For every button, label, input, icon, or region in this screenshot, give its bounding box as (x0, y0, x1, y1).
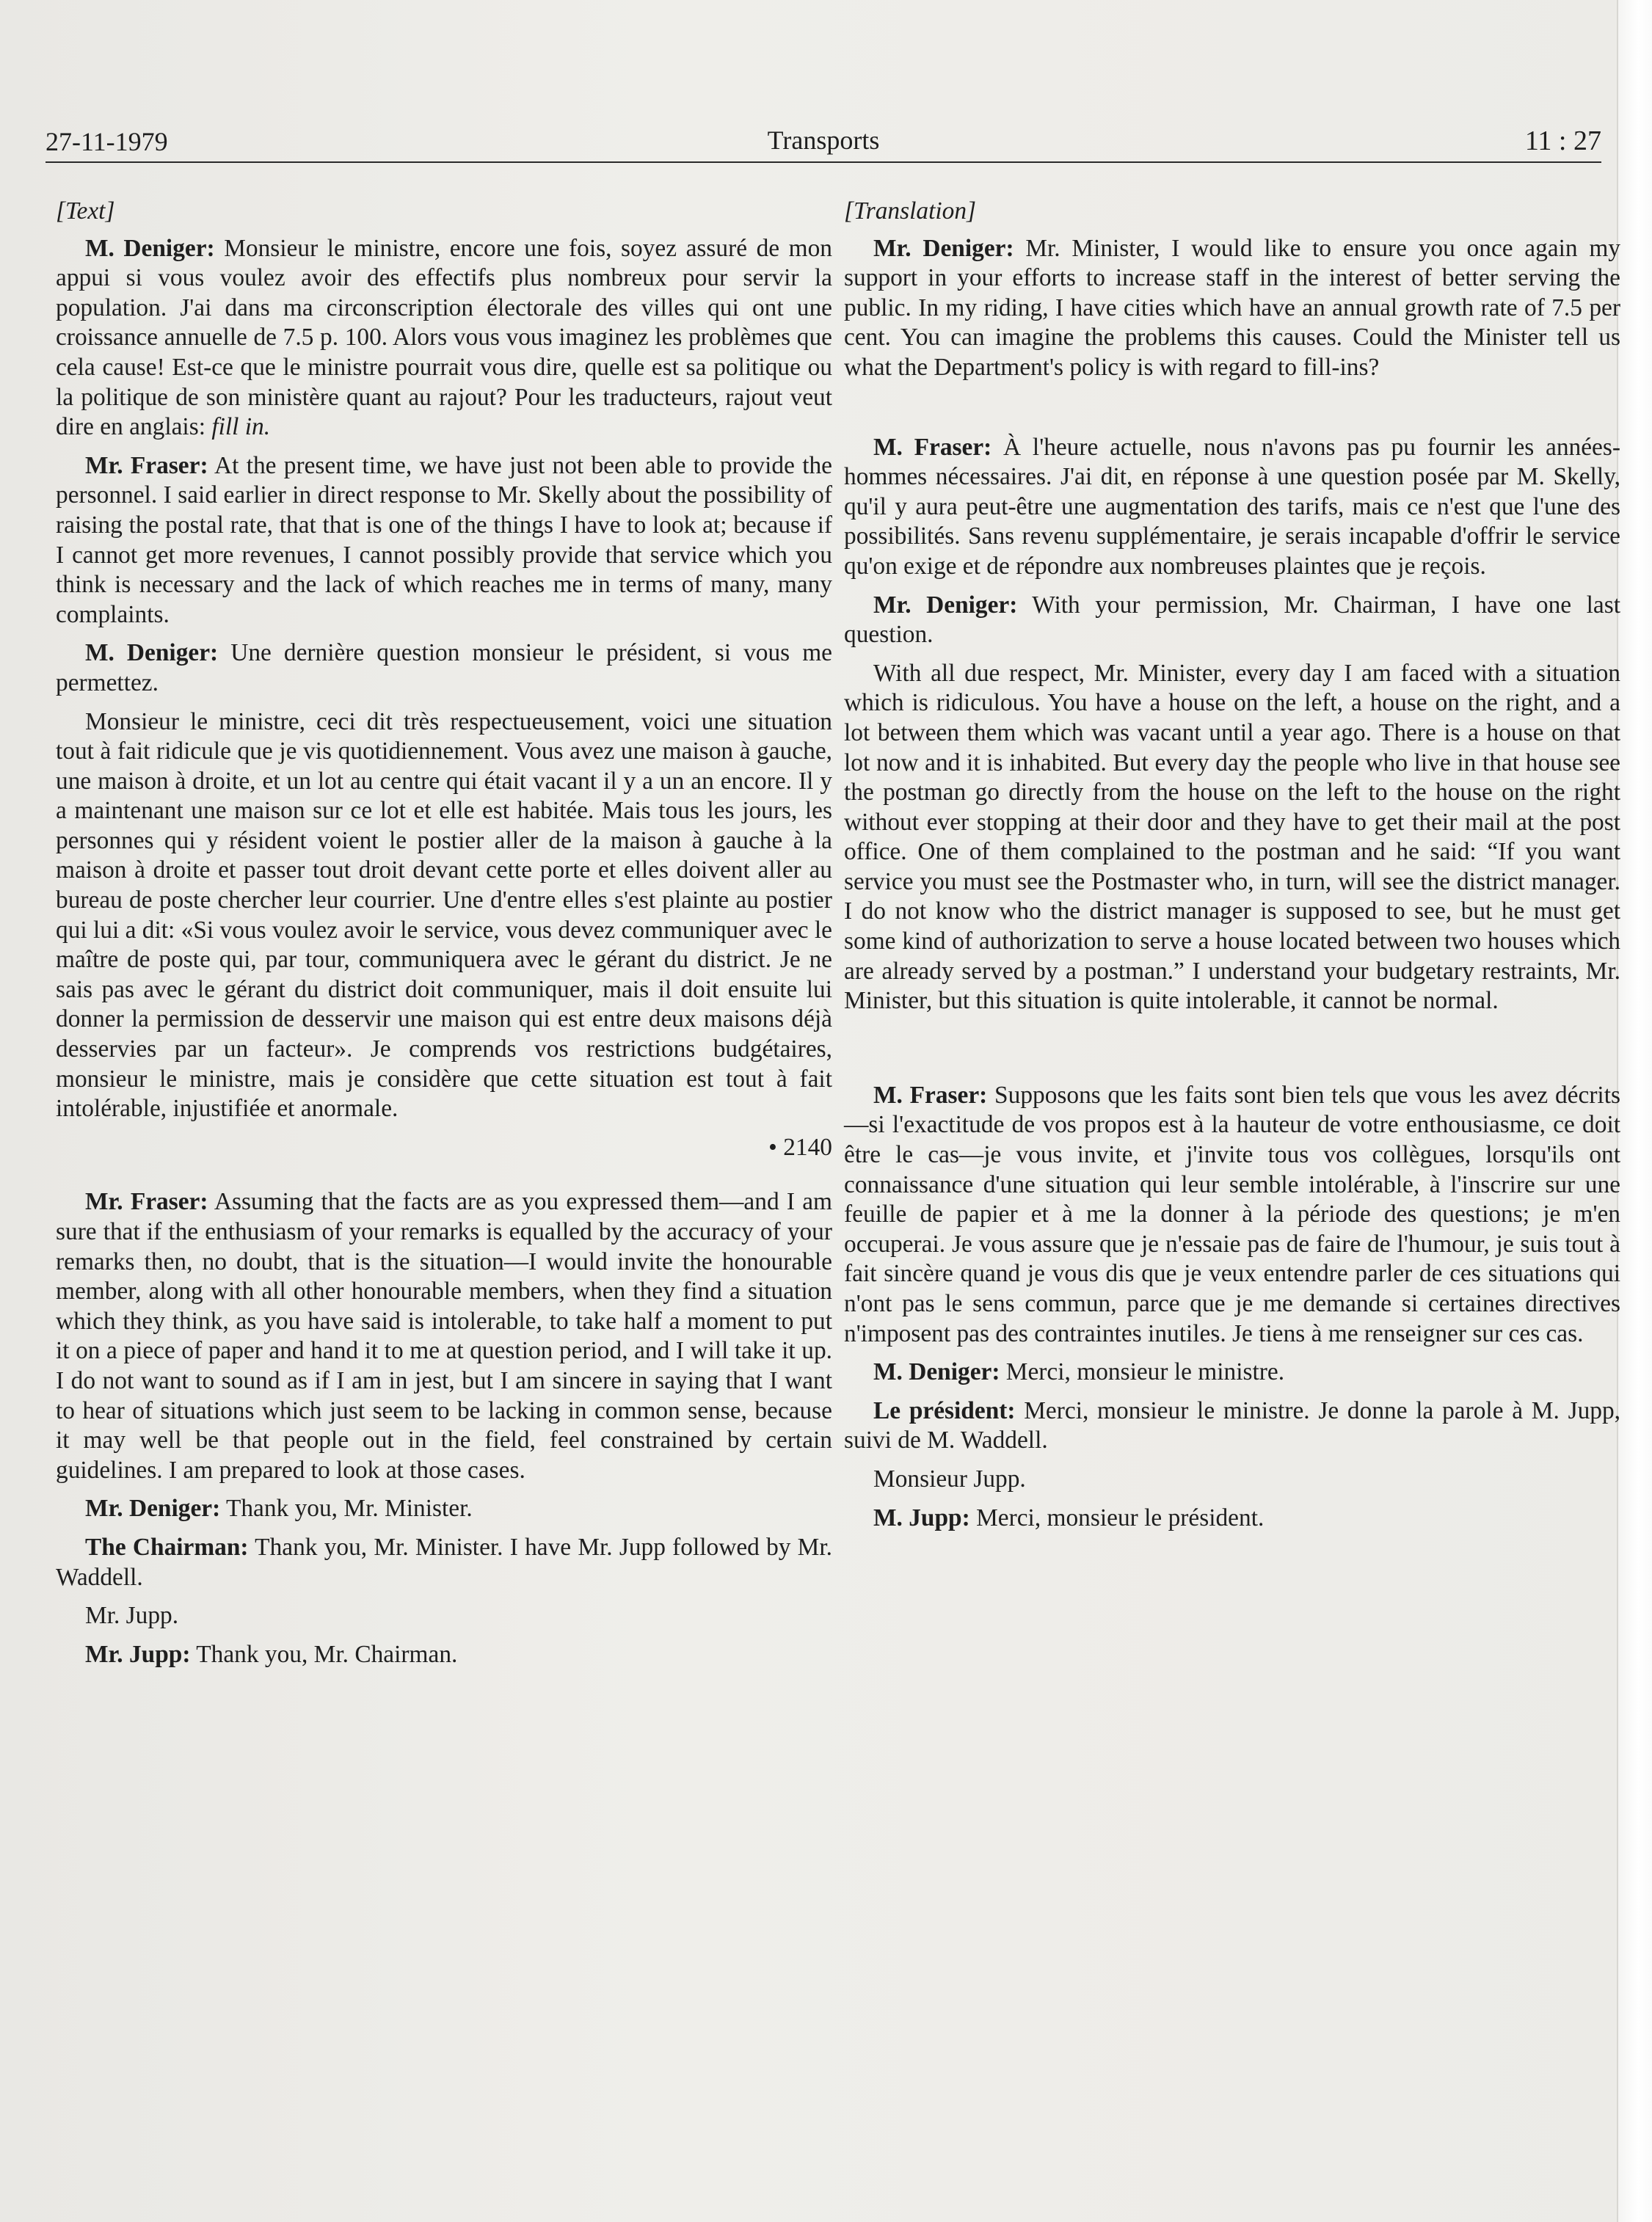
speaker-name: Mr. Fraser: (85, 451, 208, 479)
section-label: [Translation] (844, 197, 977, 225)
paragraph: Mr. Fraser: Assuming that the facts are as you expressed them—and I am sure that if the enthusiasm of your remarks is equalled by the accuracy of your remarks then, no doubt, that is the situation—I would invite the honourable member, along with all other honourable members, when they find a situation which they think, as you have said is intolerable, to take half a moment to put it on a piece of paper and hand it to me at question period, and I will take it up. I do not want to sound as if I am in jest, but I am sincere in saying that I want to hear of situations which just seem to be lacking in common sense, because it may well be that people out in the field, feel constrained by certain guidelines. I am prepared to look at those cases. (56, 1188, 832, 1484)
paragraph: With all due respect, Mr. Minister, every day I am faced with a situation which is ridiculous. You have a house on the left, a house on the right, and a lot between them which was vacant until a year ago. There is a house on that lot now and it is inhabited. But every day the people who live in that house see the postman go directly from the house on the left to the house on the right without ever stopping at their door and they have to get their mail at the post office. One of them complained to the postman and he said: “If you want service you must see the Postmaster who, in turn, will see the district manager. I do not know who the district manager is supposed to see, but he must get some kind of authorization to serve a house located between two houses which are already served by a postman.” I understand your budgetary restraints, Mr. Minister, but this situation is quite intolerable, it cannot be normal. (844, 659, 1620, 1015)
speaker-name: M. Fraser: (873, 433, 992, 461)
paragraph: M. Deniger: Merci, monsieur le ministre. (873, 1358, 1285, 1386)
header-page-number: 11 : 27 (1524, 125, 1601, 156)
paragraph: Mr. Deniger: Mr. Minister, I would like to ensure you once again my support in your efforts to increase staff in the interest of better serving the public. In my riding, I have cities which have an annual growth rate of 7.5 per cent. You can imagine the problems this causes. Could the Minister tell us what the Department's policy is with regard to fill-ins? (844, 234, 1620, 381)
speaker-name: M. Fraser: (873, 1081, 988, 1109)
paragraph: M. Jupp: Merci, monsieur le président. (873, 1504, 1265, 1531)
speaker-name: Mr. Jupp: (85, 1640, 191, 1668)
paragraph: Mr. Jupp: Thank you, Mr. Chairman. (85, 1640, 458, 1668)
right-column (844, 197, 1620, 1542)
page-edge (1617, 0, 1652, 2222)
section-label: [Text] (56, 197, 115, 225)
speaker-name: Mr. Fraser: (85, 1188, 208, 1216)
speaker-name: Le président: (873, 1396, 1016, 1424)
header-date: 27-11-1979 (46, 127, 168, 156)
speaker-name: M. Deniger: (85, 234, 215, 262)
paragraph: Mr. Deniger: Thank you, Mr. Minister. (85, 1495, 473, 1523)
paragraph: Monsieur Jupp. (873, 1465, 1026, 1493)
left-column (56, 197, 832, 1678)
paragraph: Monsieur le ministre, ceci dit très respectueusement, voici une situation tout à fait ridicule que je vis quotidiennement. Vous avez une maison à gauche, une maison à droite, et un lot au centre qui était vacant il y a un an encore. Il y a maintenant une maison sur ce lot et elle est habitée. Mais tous les jours, les personnes qui y résident voient le postier aller de la maison à gauche à la maison à droite et passer tout droit devant cette porte et elles doivent aller au bureau de poste chercher leur courrier. Une d'entre elles s'est plainte au postier qui lui a dit: «Si vous voulez avoir le service, vous devez communiquer avec le maître de poste qui, par tour, communiquera avec le gérant du district. Je ne sais pas avec le gérant du district doit communiquer, mais il doit ensuite lui donner la permission de desservir une maison qui est entre deux maisons déjà desservies par un facteur». Je comprends vos restrictions budgétaires, monsieur le ministre, mais je considère que cette situation est tout à fait intolérable, injustifiée et anormale. (56, 707, 833, 1123)
paragraph: Mr. Deniger: With your permission, Mr. Chairman, I have one last question. (844, 591, 1620, 649)
header-title: Transports (767, 125, 880, 155)
page-header (46, 117, 1601, 163)
spacer (844, 392, 1620, 433)
spacer (844, 1025, 1620, 1081)
speaker-name: M. Deniger: (873, 1358, 1000, 1386)
speaker-name: M. Deniger: (85, 639, 219, 667)
paragraph: Le président: Merci, monsieur le ministre. Je donne la parole à M. Jupp, suivi de M. Waddell. (844, 1396, 1620, 1454)
paragraph: Mr. Jupp. (85, 1602, 179, 1630)
speaker-name: M. Jupp: (873, 1504, 970, 1531)
paragraph: M. Fraser: Supposons que les faits sont bien tels que vous les avez décrits—si l'exactitude de vos propos est à la hauteur de votre enthousiasme, ce doit être le cas—je vous invite, et j'invite tous vos collègues, lorsqu'ils ont connaissance d'une situation qui leur semble intolérable, à l'inscrire sur une feuille de papier et à me la donner à la période des questions; je m'en occuperai. Je vous assure que je n'essaie pas de faire de l'humour, je suis tout à fait sincère quand je vous dis que je veux entendre parler de ces situations qui n'ont pas le sens commun, parce que je me demande si certaines directives n'imposent pas des contraintes inutiles. Je tiens à me renseigner sur ces cas. (844, 1081, 1620, 1347)
speaker-name: Mr. Deniger: (873, 591, 1018, 619)
speaker-name: The Chairman: (85, 1533, 249, 1561)
time-marker: • 2140 (768, 1133, 832, 1161)
speaker-name: Mr. Deniger: (85, 1495, 221, 1523)
paragraph: The Chairman: Thank you, Mr. Minister. I have Mr. Jupp followed by Mr. Waddell. (56, 1533, 832, 1591)
paragraph: M. Deniger: Une dernière question monsieur le président, si vous me permettez. (56, 639, 832, 696)
paragraph: M. Deniger: Monsieur le ministre, encore une fois, soyez assuré de mon appui si vous voulez avoir des effectifs plus nombreux pour servir la population. J'ai dans ma circonscription électorale des villes qui ont une croissance annuelle de 7.5 p. 100. Alors vous vous imaginez les problèmes que cela cause! Est-ce que le ministre pourrait vous dire, quelle est sa politique ou la politique de son ministère quant au rajout? Pour les traducteurs, rajout veut dire en anglais: fill in. (56, 234, 832, 441)
paragraph: M. Fraser: À l'heure actuelle, nous n'avons pas pu fournir les années-hommes nécessaires. J'ai dit, en réponse à une question posée par M. Skelly, qu'il y aura peut-être une augmentation des tarifs, mais ce n'est que l'une des possibilités. Sans revenu supplémentaire, je serais incapable d'offrir le service qu'on exige et de répondre aux nombreuses plaintes que je reçois. (844, 433, 1620, 580)
speaker-name: Mr. Deniger: (873, 234, 1014, 262)
paragraph: Mr. Fraser: At the present time, we have just not been able to provide the personnel. I said earlier in direct response to Mr. Skelly about the possibility of raising the postal rate, that that is one of the things I have to look at; because if I cannot get more revenues, I cannot possibly provide that service which you think is necessary and the lack of which reaches me in terms of many, many complaints. (56, 451, 832, 628)
